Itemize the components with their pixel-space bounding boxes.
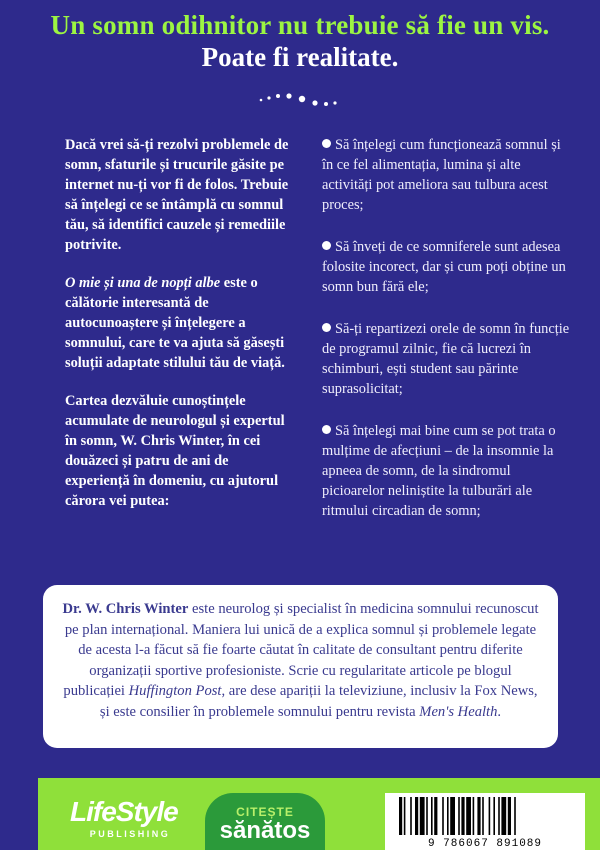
bullet-dot-icon [322, 241, 331, 250]
logo-citeste-text: CITEȘTE [236, 805, 294, 819]
bullet-dot-icon [322, 425, 331, 434]
bullet-text: Să înțelegi cum funcționează somnul și în ce fel alimentația, lumina și alte activități pot ameliora sau tulbura acest proces; [322, 137, 561, 213]
author-name: Dr. W. Chris Winter [62, 601, 189, 617]
bullet-item [322, 421, 572, 521]
intro-paragraph-2-text: este o călătorie interesantă de autocunoaștere și înțelegere a somnului, care te va ajuta să găsești soluții adaptate stilului tău de viață. [65, 275, 285, 371]
bullet-dot-icon [322, 323, 331, 332]
bullet-text: Să înveți de ce somniferele sunt adesea folosite incorect, dar și cum poți obține un somn bun fără ele; [322, 239, 566, 295]
headline-tagline: Un somn odihnitor nu trebuie să fie un vis. [50, 10, 550, 40]
barcode-bars-icon [385, 793, 585, 838]
bullet-text: Să înțelegi mai bine cum se pot trata o mulțime de afecțiuni – de la insomnie la apneea de somn, de la sindromul picioarelor neliniștite la tulburări ale ritmului circadian de somn; [322, 423, 556, 519]
bullet-item [322, 237, 572, 297]
decorative-dots [255, 90, 345, 110]
isbn-barcode [385, 793, 585, 850]
bio-text-1: este neurolog și specialist în medicina somnului recunoscut pe plan internațional. Maniera lui unică de a explica somnul și problemele legate de acesta l-a făcut să fie foarte căutat în calitate de consultant pentru diferite organizații sportive profesioniste. Scrie cu regularitate articole pe blogul publicației [63, 601, 539, 699]
bullet-list [322, 135, 572, 543]
barcode-digits: 9 786067 891089 [385, 838, 585, 850]
logo-lifestyle-text: LifeStyle [70, 796, 178, 827]
bullet-item [322, 135, 572, 215]
headline-subtitle: Poate fi realitate. [201, 42, 399, 72]
bio-text-3: . [497, 703, 502, 720]
author-bio-box [43, 585, 558, 748]
intro-paragraph-2 [65, 273, 290, 373]
bio-text-2: , are dese apariții la televiziune, inclusiv la Fox News, și este consilier în problemele somnului pentru revista [99, 683, 538, 720]
logo-publishing-text: PUBLISHING [89, 829, 171, 839]
citeste-sanatos-logo [205, 793, 325, 850]
bullet-dot-icon [322, 139, 331, 148]
blog-name: Huffington Post [128, 683, 222, 699]
intro-column [65, 135, 290, 529]
book-title: O mie și una de nopți albe [65, 275, 221, 291]
bullet-text: Să-ți repartizezi orele de somn în funcție de programul zilnic, fie că lucrezi în schimburi, ești student sau părinte suprasolicitat; [322, 321, 570, 397]
intro-paragraph-1: Dacă vrei să-ți rezolvi problemele de somn, sfaturile și trucurile găsite pe internet nu-ți vor fi de folos. Trebuie să înțelegi ce se întâmplă cu somnul tău, să identifici cauzele și remediile potrivite. [65, 137, 289, 253]
magazine-name: Men's Health [419, 703, 498, 720]
bullet-item [322, 319, 572, 399]
logo-sanatos-text: sănătos [219, 817, 311, 844]
intro-paragraph-3: Cartea dezvăluie cunoștințele acumulate de neurologul și expertul în somn, W. Chris Winter, în cei douăzeci și patru de ani de experiență în domeniu, cu ajutorul cărora vei putea: [65, 393, 285, 509]
lifestyle-publishing-logo [70, 797, 190, 847]
